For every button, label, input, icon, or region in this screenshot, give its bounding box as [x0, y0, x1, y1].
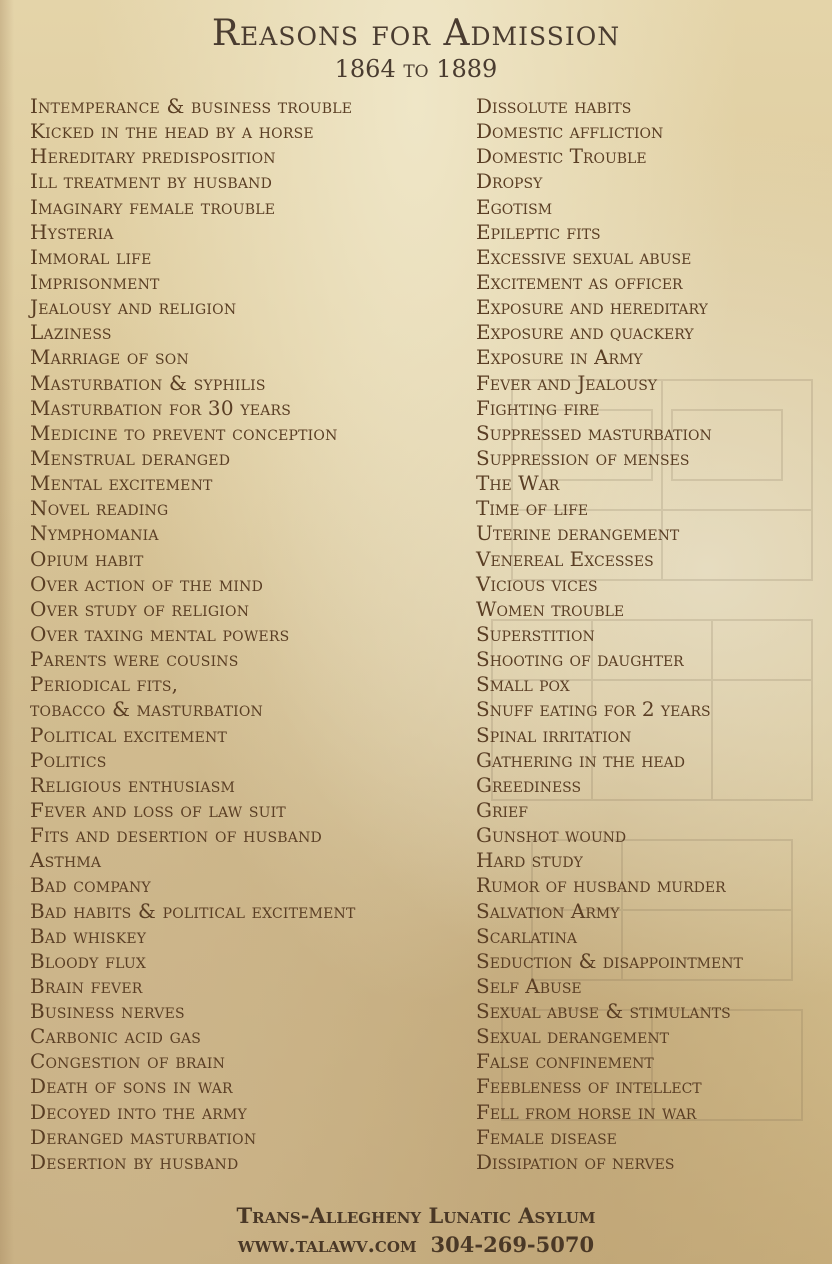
reasons-list-left — [30, 94, 470, 1175]
reason-item: Brain fever — [30, 973, 143, 998]
reason-item: Menstrual deranged — [30, 445, 231, 470]
reason-item: Novel reading — [30, 496, 169, 521]
reason-item: Small pox — [476, 672, 570, 697]
reason-item: Scarlatina — [476, 923, 577, 948]
reason-item: Marriage of son — [30, 345, 189, 370]
reason-item: Carbonic acid gas — [30, 1024, 202, 1049]
reason-item: Egotism — [476, 194, 553, 219]
reason-item: Shooting of daughter — [476, 647, 684, 672]
page-subtitle: 1864 to 1889 — [334, 55, 498, 83]
reason-item: Religious enthusiasm — [30, 772, 236, 797]
reason-item: Opium habit — [30, 546, 144, 571]
reason-item: Fighting fire — [476, 395, 600, 420]
reason-item: Gunshot wound — [476, 823, 627, 848]
reason-item: Feebleness of intellect — [476, 1074, 702, 1099]
reason-item: Women trouble — [476, 596, 625, 621]
reason-item: tobacco & masturbation — [30, 697, 263, 722]
reason-item: Ill treatment by husband — [30, 169, 273, 194]
reason-item: Domestic Trouble — [476, 144, 647, 169]
institution-name: Trans-Allegheny Lunatic Asylum — [236, 1203, 596, 1228]
reason-item: Hysteria — [30, 219, 114, 244]
reason-item: Grief — [476, 797, 528, 822]
reason-item: Political excitement — [30, 722, 227, 747]
header — [0, 14, 832, 84]
reason-item: Excessive sexual abuse — [476, 244, 692, 269]
reason-item: Death of sons in war — [30, 1074, 233, 1099]
reason-item: Periodical fits, — [30, 672, 179, 697]
contact-line — [0, 1230, 832, 1260]
reason-item: Over taxing mental powers — [30, 621, 290, 646]
reason-item: Congestion of brain — [30, 1049, 226, 1074]
website-text: www.talawv.com — [237, 1232, 417, 1257]
reason-item: Greediness — [476, 772, 582, 797]
reason-item: Spinal irritation — [476, 722, 632, 747]
reason-item: Fits and desertion of husband — [30, 823, 322, 848]
reason-item: Parents were cousins — [30, 647, 239, 672]
reason-item: Dissipation of nerves — [476, 1149, 675, 1174]
reason-item: Masturbation for 30 years — [30, 395, 292, 420]
reason-item: Hard study — [476, 848, 583, 873]
reason-item: Snuff eating for 2 years — [476, 697, 711, 722]
reason-item: Rumor of husband murder — [476, 873, 726, 898]
reason-item: Excitement as officer — [476, 269, 683, 294]
reason-item: Exposure in Army — [476, 345, 643, 370]
reason-item: Decoyed into the army — [30, 1099, 247, 1124]
reason-item: Immoral life — [30, 244, 152, 269]
reason-item: Vicious vices — [476, 571, 598, 596]
reason-item: The War — [476, 471, 560, 496]
reason-item: Politics — [30, 747, 107, 772]
reason-item: Hereditary predisposition — [30, 144, 276, 169]
reason-item: Business nerves — [30, 999, 185, 1024]
page-edge-shadow — [0, 0, 14, 1264]
reason-item: Time of life — [476, 496, 589, 521]
reason-item: Deranged masturbation — [30, 1124, 257, 1149]
phone-number: 304-269-5070 — [430, 1232, 595, 1257]
reason-item: Sexual abuse & stimulants — [476, 999, 731, 1024]
reason-item: Sexual derangement — [476, 1024, 669, 1049]
reason-item: Epileptic fits — [476, 219, 601, 244]
reason-item: Exposure and quackery — [476, 320, 694, 345]
reason-item: False confinement — [476, 1049, 654, 1074]
reason-item: Exposure and hereditary — [476, 295, 708, 320]
reason-item: Dissolute habits — [476, 94, 632, 118]
reason-item: Over action of the mind — [30, 571, 264, 596]
reason-item: Medicine to prevent conception — [30, 420, 338, 445]
reason-item: Self Abuse — [476, 973, 582, 998]
reason-item: Nymphomania — [30, 521, 159, 546]
reason-item: Laziness — [30, 320, 112, 345]
reason-item: Seduction & disappointment — [476, 948, 743, 973]
reason-item: Imprisonment — [30, 269, 160, 294]
footer — [0, 1202, 832, 1260]
reason-item: Female disease — [476, 1124, 617, 1149]
reason-item: Domestic affliction — [476, 119, 664, 144]
reason-item: Suppression of menses — [476, 445, 690, 470]
reason-item: Superstition — [476, 621, 595, 646]
reasons-list-right — [476, 94, 826, 1175]
reason-item: Suppressed masturbation — [476, 420, 712, 445]
page-title: Reasons for Admission — [211, 13, 621, 54]
reason-item: Salvation Army — [476, 898, 620, 923]
reason-item: Bloody flux — [30, 948, 146, 973]
reason-item: Jealousy and religion — [30, 295, 237, 320]
reason-item: Fell from horse in war — [476, 1099, 697, 1124]
reason-item: Dropsy — [476, 169, 543, 194]
reason-item: Fever and Jealousy — [476, 370, 658, 395]
reason-item: Over study of religion — [30, 596, 250, 621]
reason-item: Bad company — [30, 873, 151, 898]
reason-item: Intemperance & business trouble — [30, 94, 353, 118]
reason-item: Bad whiskey — [30, 923, 147, 948]
reason-item: Kicked in the head by a horse — [30, 119, 314, 144]
reason-item: Gathering in the head — [476, 747, 685, 772]
reason-item: Mental excitement — [30, 471, 213, 496]
reason-item: Fever and loss of law suit — [30, 797, 286, 822]
reason-item: Uterine derangement — [476, 521, 680, 546]
reason-item: Bad habits & political excitement — [30, 898, 356, 923]
reason-item: Venereal Excesses — [476, 546, 654, 571]
reason-item: Desertion by husband — [30, 1149, 239, 1174]
reason-item: Asthma — [30, 848, 102, 873]
reason-item: Masturbation & syphilis — [30, 370, 266, 395]
reason-item: Imaginary female trouble — [30, 194, 276, 219]
